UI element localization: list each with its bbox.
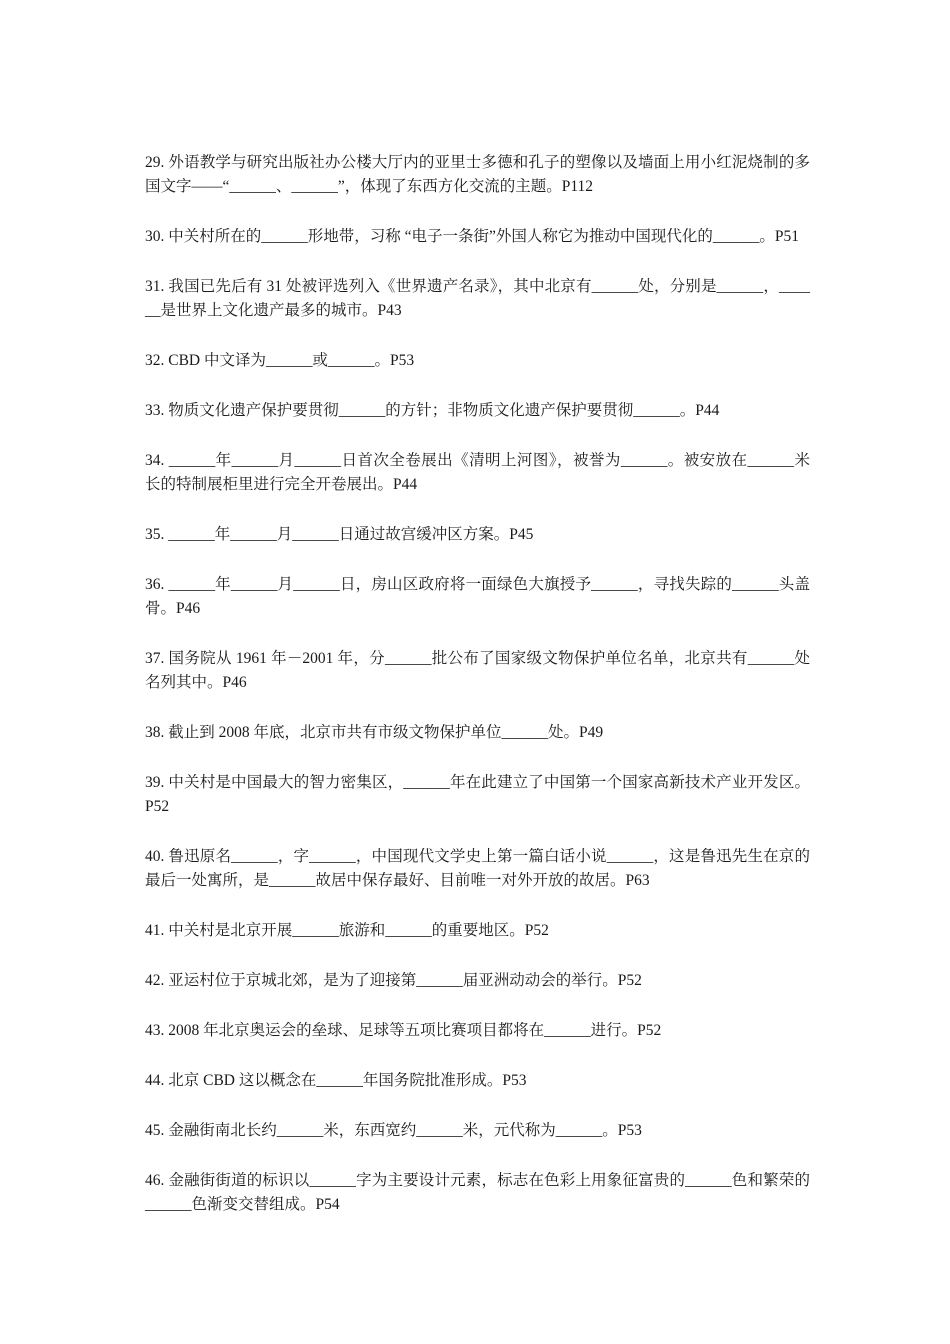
question-30: 30. 中关村所在的______形地带，习称 “电子一条街”外国人称它为推动中国现代化的______。P51 [145, 228, 800, 245]
question-46: 46. 金融街街道的标识以______字为主要设计元素，标志在色彩上用象征富贵的______色和繁荣的______色渐变交替组成。P54 [145, 1172, 810, 1213]
question-44: 44. 北京 CBD 这以概念在______年国务院批准形成。P53 [145, 1072, 527, 1089]
question-42: 42. 亚运村位于京城北郊，是为了迎接第______届亚洲动动会的举行。P52 [145, 972, 642, 989]
question-31: 31. 我国已先后有 31 处被评选列入《世界遗产名录》，其中北京有______处，分别是______，______是世界上文化遗产最多的城市。P43 [145, 278, 810, 319]
question-33: 33. 物质文化遗产保护要贯彻______的方针；非物质文化遗产保护要贯彻______。P44 [145, 402, 720, 419]
question-43: 43. 2008 年北京奥运会的垒球、足球等五项比赛项目都将在______进行。P52 [145, 1022, 662, 1039]
question-45: 45. 金融街南北长约______米，东西宽约______米，元代称为______。P53 [145, 1122, 642, 1139]
question-36: 36. ______年______月______日，房山区政府将一面绿色大旗授予______，寻找失踪的______头盖骨。P46 [145, 576, 810, 617]
question-29: 29. 外语教学与研究出版社办公楼大厅内的亚里士多德和孔子的塑像以及墙面上用小红泥烧制的多国文字——“______、______”，体现了东西方化交流的主题。P112 [145, 154, 810, 195]
question-41: 41. 中关村是北京开展______旅游和______的重要地区。P52 [145, 922, 549, 939]
question-32: 32. CBD 中文译为______或______。P53 [145, 352, 415, 369]
question-38: 38. 截止到 2008 年底，北京市共有市级文物保护单位______处。P49 [145, 724, 604, 741]
question-39: 39. 中关村是中国最大的智力密集区，______年在此建立了中国第一个国家高新技术产业开发区。P52 [145, 774, 810, 815]
question-40: 40. 鲁迅原名______，字______，中国现代文学史上第一篇白话小说______，这是鲁迅先生在京的最后一处寓所，是______故居中保存最好、目前唯一对外开放的故居。P63 [145, 848, 810, 889]
document-page [145, 151, 810, 1243]
question-37: 37. 国务院从 1961 年－2001 年，分______批公布了国家级文物保护单位名单，北京共有______处名列其中。P46 [145, 650, 810, 691]
question-35: 35. ______年______月______日通过故宫缓冲区方案。P45 [145, 526, 534, 543]
question-34: 34. ______年______月______日首次全卷展出《清明上河图》，被誉为______。被安放在______米长的特制展柜里进行完全开卷展出。P44 [145, 452, 810, 493]
